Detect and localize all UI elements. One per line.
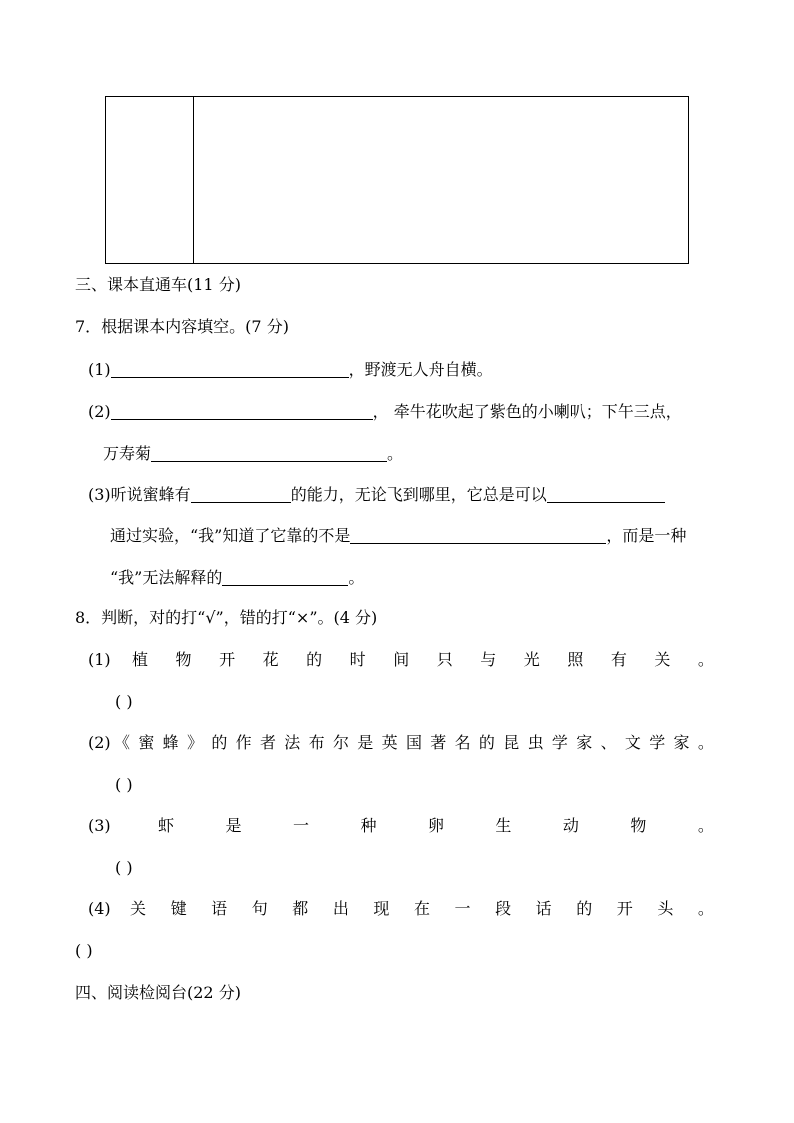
q7-1-blank[interactable] <box>111 361 349 378</box>
q8-3-number: (3) <box>88 816 111 835</box>
statement-char: 布 <box>308 733 325 752</box>
statement-char: 间 <box>393 650 410 669</box>
statement-char: 一 <box>292 816 309 835</box>
q7-line-1 <box>88 361 493 378</box>
statement-char: 虫 <box>527 733 544 752</box>
statement-char: 、 <box>600 733 617 752</box>
statement-char: 文 <box>624 733 641 752</box>
statement-char: 英 <box>381 733 398 752</box>
q8-2-number: (2) <box>88 733 111 752</box>
statement-char: 国 <box>405 733 422 752</box>
statement-char: 》 <box>186 733 203 752</box>
statement-char: 尔 <box>332 733 349 752</box>
q8-1-number: (1) <box>88 650 111 669</box>
q8-2-answer-parens[interactable]: ( ) <box>115 775 133 794</box>
section-4-heading: 四、阅读检阅台(22 分) <box>75 983 241 1002</box>
statement-char: 卵 <box>427 816 444 835</box>
q8-4-number: (4) <box>88 899 111 918</box>
q8-1-statement <box>132 652 714 668</box>
q7-4-number: (3) <box>88 485 111 504</box>
q8-2-statement <box>114 735 714 751</box>
q7-line-3 <box>103 445 403 462</box>
statement-char: 头 <box>657 899 674 918</box>
statement-char: 昆 <box>503 733 520 752</box>
statement-char: 出 <box>332 899 349 918</box>
q7-4-text-b: 的能力，无论飞到哪里，它总是可以 <box>290 485 547 504</box>
statement-char: 。 <box>697 733 714 752</box>
statement-char: 的 <box>306 650 323 669</box>
statement-char: 虾 <box>158 816 175 835</box>
q7-5-text-b: ，而是一种 <box>606 526 687 545</box>
statement-char: 句 <box>251 899 268 918</box>
statement-char: 的 <box>478 733 495 752</box>
q7-2-text: ， 牵牛花吹起了紫色的小喇叭；下午三点， <box>372 402 682 421</box>
statement-char: 种 <box>360 816 377 835</box>
answer-table <box>105 96 689 264</box>
q8-4-statement <box>130 901 714 917</box>
q7-3-text-start: 万寿菊 <box>103 444 152 463</box>
q7-6-text-a: “我”无法解释的 <box>110 568 223 587</box>
statement-char: 蜜 <box>138 733 155 752</box>
q7-4-blank-1[interactable] <box>191 486 291 503</box>
q8-3-statement <box>158 818 714 834</box>
statement-char: 家 <box>673 733 690 752</box>
q7-line-6 <box>110 569 364 586</box>
q7-6-text-b: 。 <box>348 568 365 587</box>
statement-char: 光 <box>523 650 540 669</box>
q7-4-blank-2[interactable] <box>547 486 665 503</box>
statement-char: 现 <box>373 899 390 918</box>
q8-3-answer-parens[interactable]: ( ) <box>115 858 133 877</box>
statement-char: 键 <box>170 899 187 918</box>
statement-char: 植 <box>132 650 149 669</box>
q7-5-text-a: 通过实验，“我”知道了它靠的不是 <box>110 526 351 545</box>
statement-char: 的 <box>576 899 593 918</box>
statement-char: 关 <box>654 650 671 669</box>
statement-char: 是 <box>357 733 374 752</box>
statement-char: 。 <box>697 650 714 669</box>
q7-3-text-end: 。 <box>387 444 404 463</box>
q7-4-text-a: 听说蜜蜂有 <box>110 485 191 504</box>
statement-char: 学 <box>551 733 568 752</box>
q7-6-blank[interactable] <box>222 569 348 586</box>
statement-char: 照 <box>567 650 584 669</box>
statement-char: 的 <box>211 733 228 752</box>
q7-line-2 <box>88 403 682 420</box>
statement-char: 段 <box>495 899 512 918</box>
q8-1-answer-parens[interactable]: ( ) <box>115 692 133 711</box>
q7-2-number: (2) <box>88 402 111 421</box>
statement-char: 有 <box>610 650 627 669</box>
q7-line-4 <box>88 486 665 503</box>
statement-char: 。 <box>697 899 714 918</box>
statement-char: 蜂 <box>162 733 179 752</box>
statement-char: 在 <box>413 899 430 918</box>
statement-char: 名 <box>454 733 471 752</box>
statement-char: 时 <box>349 650 366 669</box>
statement-char: 一 <box>454 899 471 918</box>
q8-4-answer-parens[interactable]: ( ) <box>75 941 93 960</box>
statement-char: 法 <box>284 733 301 752</box>
statement-char: 动 <box>562 816 579 835</box>
statement-char: 开 <box>616 899 633 918</box>
statement-char: 花 <box>262 650 279 669</box>
statement-char: 话 <box>535 899 552 918</box>
statement-char: 作 <box>235 733 252 752</box>
section-3-heading: 三、课本直通车(11 分) <box>75 275 241 294</box>
statement-char: 关 <box>130 899 147 918</box>
q7-5-blank[interactable] <box>350 527 606 544</box>
statement-char: 物 <box>175 650 192 669</box>
statement-char: 物 <box>630 816 647 835</box>
statement-char: 语 <box>211 899 228 918</box>
q7-3-blank[interactable] <box>151 445 387 462</box>
statement-char: 是 <box>225 816 242 835</box>
statement-char: 《 <box>114 733 131 752</box>
statement-char: 生 <box>495 816 512 835</box>
statement-char: 都 <box>292 899 309 918</box>
statement-char: 著 <box>430 733 447 752</box>
statement-char: 只 <box>436 650 453 669</box>
statement-char: 家 <box>576 733 593 752</box>
statement-char: 与 <box>480 650 497 669</box>
statement-char: 。 <box>697 816 714 835</box>
q7-1-number: (1) <box>88 360 111 379</box>
statement-char: 学 <box>649 733 666 752</box>
q7-line-5 <box>110 527 686 544</box>
q7-title: 7．根据课本内容填空。(7 分) <box>75 317 289 336</box>
q7-2-blank[interactable] <box>111 403 373 420</box>
table-divider <box>193 97 194 263</box>
q7-1-text: ，野渡无人舟自横。 <box>348 360 493 379</box>
statement-char: 者 <box>259 733 276 752</box>
q8-title: 8．判断，对的打“√”，错的打“×”。(4 分) <box>75 608 378 627</box>
statement-char: 开 <box>219 650 236 669</box>
